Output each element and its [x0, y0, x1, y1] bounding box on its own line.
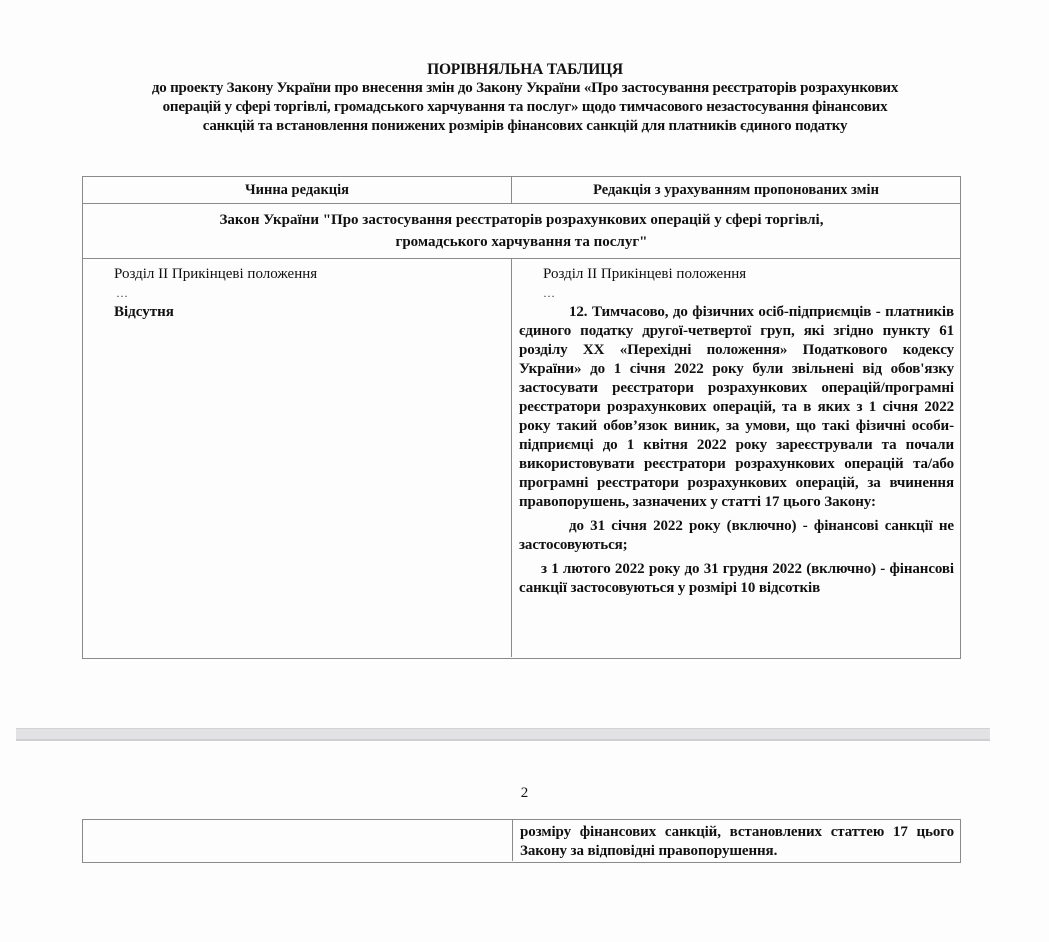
section-title: Розділ ІІ Прикінцеві положення [114, 266, 318, 282]
document-subtitle-line: до проекту Закону України про внесення змін до Закону України «Про застосування реєстраторів розрахункових [151, 80, 899, 96]
law-title [83, 204, 960, 258]
document-title: ПОРІВНЯЛЬНА ТАБЛИЦЯ [427, 61, 623, 78]
current-edition-cell [83, 259, 512, 657]
table-header-row [83, 177, 960, 204]
table-row [83, 259, 960, 657]
proposed-edition-cell: розміру фінансових санкцій, встановлених статтею 17 цього Закону за відповідні правопорушення. [520, 824, 954, 859]
section-title: Розділ ІІ Прикінцеві положення [543, 266, 747, 282]
header-proposed-edition: Редакція з урахуванням пропонованих змін [593, 182, 879, 198]
law-title-row [83, 204, 960, 259]
current-edition-cell [83, 820, 513, 861]
proposed-paragraph: 12. Тимчасово, до фізичних осіб-підприємців - платників єдиного податку другої-четвертої груп, які згідно пункту 61 розділу ХХ «Перехідні положення» Податкового кодексу України» до 1 січня 2022 року були звільнені від обов'язку застосувати реєстратори розрахункових операцій/програмні реєстратори розрахункових операцій, та в яких з 1 січня 2022 року такий обов’язок виник, за умови, що такі фізичні особи-підприємці до 1 квітня 2022 року зареєстрували та почали використовувати реєстратори розрахункових операцій та/або програмні реєстратори розрахункових операцій, за вчинення правопорушень, зазначених у статті 17 цього Закону: [519, 304, 954, 510]
comparison-table-continued [82, 819, 961, 863]
proposed-edition-cell [512, 259, 960, 657]
document-heading [60, 60, 990, 136]
law-title-line: громадського харчування та послуг" [395, 234, 648, 250]
page-number: 2 [520, 785, 529, 801]
proposed-paragraph: до 31 січня 2022 року (включно) - фінансові санкції не застосовуються; [519, 518, 954, 553]
proposed-paragraph: з 1 лютого 2022 року до 31 грудня 2022 (включно) - фінансові санкції застосовуються у розмірі 10 відсотків [519, 561, 954, 596]
page-separator [16, 728, 990, 741]
ellipsis: … [116, 286, 128, 300]
document-subtitle-line: санкцій та встановлення понижених розмірів фінансових санкцій для платників єдиного податку [202, 118, 848, 134]
header-current-edition: Чинна редакція [83, 177, 512, 203]
ellipsis: … [543, 286, 555, 300]
law-title-line: Закон України "Про застосування реєстраторів розрахункових операцій у сфері торгівлі, [219, 212, 824, 228]
document-subtitle-line: операцій у сфері торгівлі, громадського харчування та послуг» щодо тимчасового незастосування фінансових [162, 99, 888, 115]
table-row [83, 820, 960, 861]
comparison-table [82, 176, 961, 659]
absent-text: Відсутня [114, 304, 174, 320]
